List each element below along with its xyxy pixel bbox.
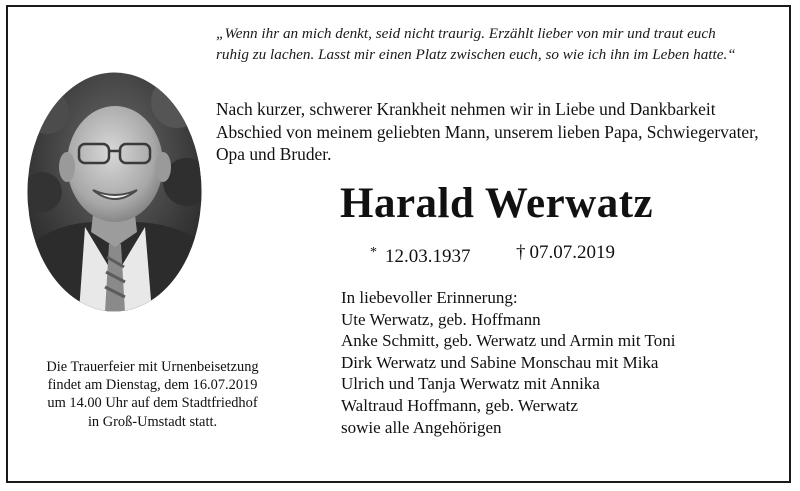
quote [216,23,776,65]
quote-line: „Wenn ihr an mich denkt, seid nicht traurig. Erzählt lieber von mir und traut euch [216,25,716,42]
death-date: 07.07.2019 [529,242,615,263]
mourners-heading: In liebevoller Erinnerung: [341,288,518,307]
funeral-info-line: findet am Dienstag, dem 16.07.2019 [47,377,258,394]
death-cross-icon: † [516,242,526,263]
mourner-entry: sowie alle Angehörigen [341,417,502,437]
mourner-entry: Waltraud Hoffmann, geb. Werwatz [341,395,578,415]
funeral-info-line: um 14.00 Uhr auf dem Stadtfriedhof [47,395,258,412]
quote-line: ruhig zu lachen. Lasst mir einen Platz zwischen euch, so wie ich ihn im Leben hatte.“ [216,46,736,63]
death-date-block [516,240,615,266]
mourner-entry: Ute Werwatz, geb. Hoffmann [341,309,541,329]
birth-star-icon: * [370,245,377,260]
mourners-list [341,287,675,438]
announcement-line: Abschied von meinem geliebten Mann, unserem lieben Papa, Schwiegervater, [216,121,759,142]
mourner-entry: Anke Schmitt, geb. Werwatz und Armin mit Toni [341,331,676,351]
funeral-info-line: Die Trauerfeier mit Urnenbeisetzung [46,359,259,375]
birth-date-block [370,240,471,270]
mourner-entry: Dirk Werwatz und Sabine Monschau mit Mika [341,352,659,372]
portrait-photo [27,72,202,312]
announcement-line: Opa und Bruder. [216,144,332,164]
deceased-name: Harald Werwatz [340,180,654,227]
funeral-info-line: in Groß-Umstadt statt. [87,413,218,430]
mourner-entry: Ulrich und Tanja Werwatz mit Annika [341,374,600,394]
announcement-line: Nach kurzer, schwerer Krankheit nehmen wir in Liebe und Dankbarkeit [216,99,716,119]
birth-date: 12.03.1937 [385,246,471,267]
announcement-text [216,98,781,166]
funeral-info [10,358,295,431]
